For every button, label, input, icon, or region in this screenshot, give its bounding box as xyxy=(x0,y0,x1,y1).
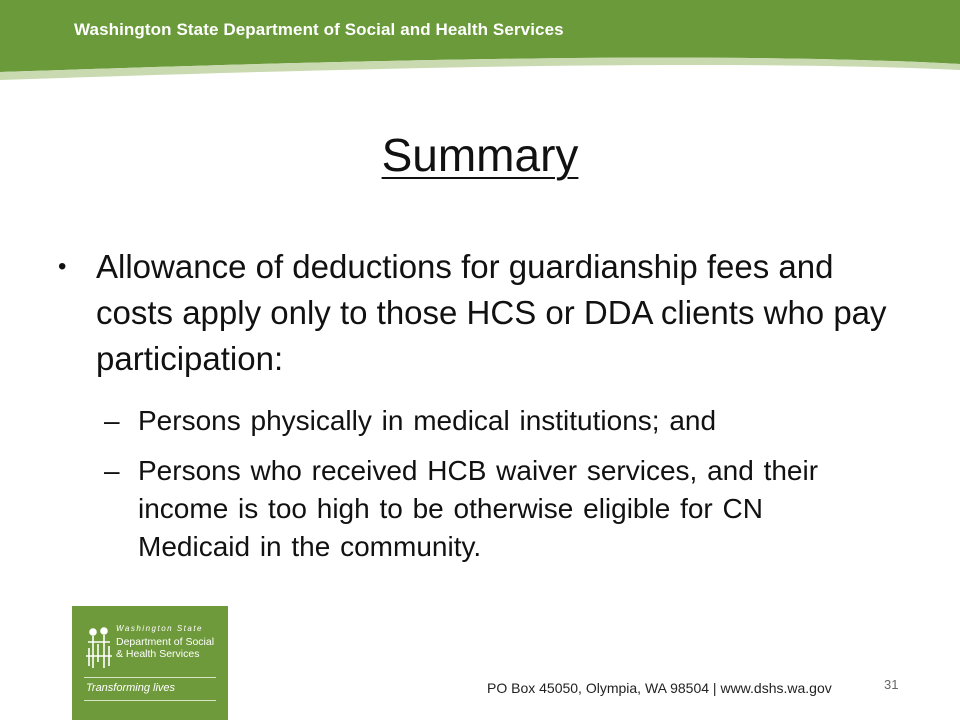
logo-dept-line1: Department of Social xyxy=(116,636,215,648)
people-figures-icon xyxy=(84,626,114,672)
logo-state-text: Washington State xyxy=(116,624,204,633)
slide-title xyxy=(0,128,960,182)
sub-bullet-item xyxy=(104,452,884,566)
sub-bullet-text: Persons physically in medical institutions; and xyxy=(138,405,717,436)
slide-title-text: Summary xyxy=(381,129,579,181)
sub-bullet-marker: – xyxy=(104,455,120,486)
bullet-list xyxy=(58,244,918,382)
sub-bullet-text: Persons who received HCB waiver services, and their income is too high to be otherwise eligible for CN Medicaid in the community. xyxy=(138,455,819,562)
logo-divider xyxy=(84,677,216,678)
logo-divider xyxy=(84,700,216,701)
header-swoosh xyxy=(0,0,960,86)
sub-bullet-item xyxy=(104,402,884,440)
footer-contact: PO Box 45050, Olympia, WA 98504 | www.dshs.wa.gov xyxy=(487,680,832,696)
header-band xyxy=(0,0,960,86)
header-title: Washington State Department of Social and Health Services xyxy=(74,20,564,39)
logo-tagline: Transforming lives xyxy=(86,682,176,694)
bullet-marker: • xyxy=(58,253,67,280)
sub-bullet-list xyxy=(104,402,884,578)
page-number: 31 xyxy=(884,677,899,692)
bullet-item xyxy=(58,244,918,382)
bullet-text: Allowance of deductions for guardianship fees and costs apply only to those HCS or DDA clients who pay participation: xyxy=(96,248,887,377)
dshs-logo xyxy=(72,606,228,720)
sub-bullet-marker: – xyxy=(104,405,120,436)
logo-department-text xyxy=(116,636,214,660)
logo-dept-line2: & Health Services xyxy=(116,648,200,660)
